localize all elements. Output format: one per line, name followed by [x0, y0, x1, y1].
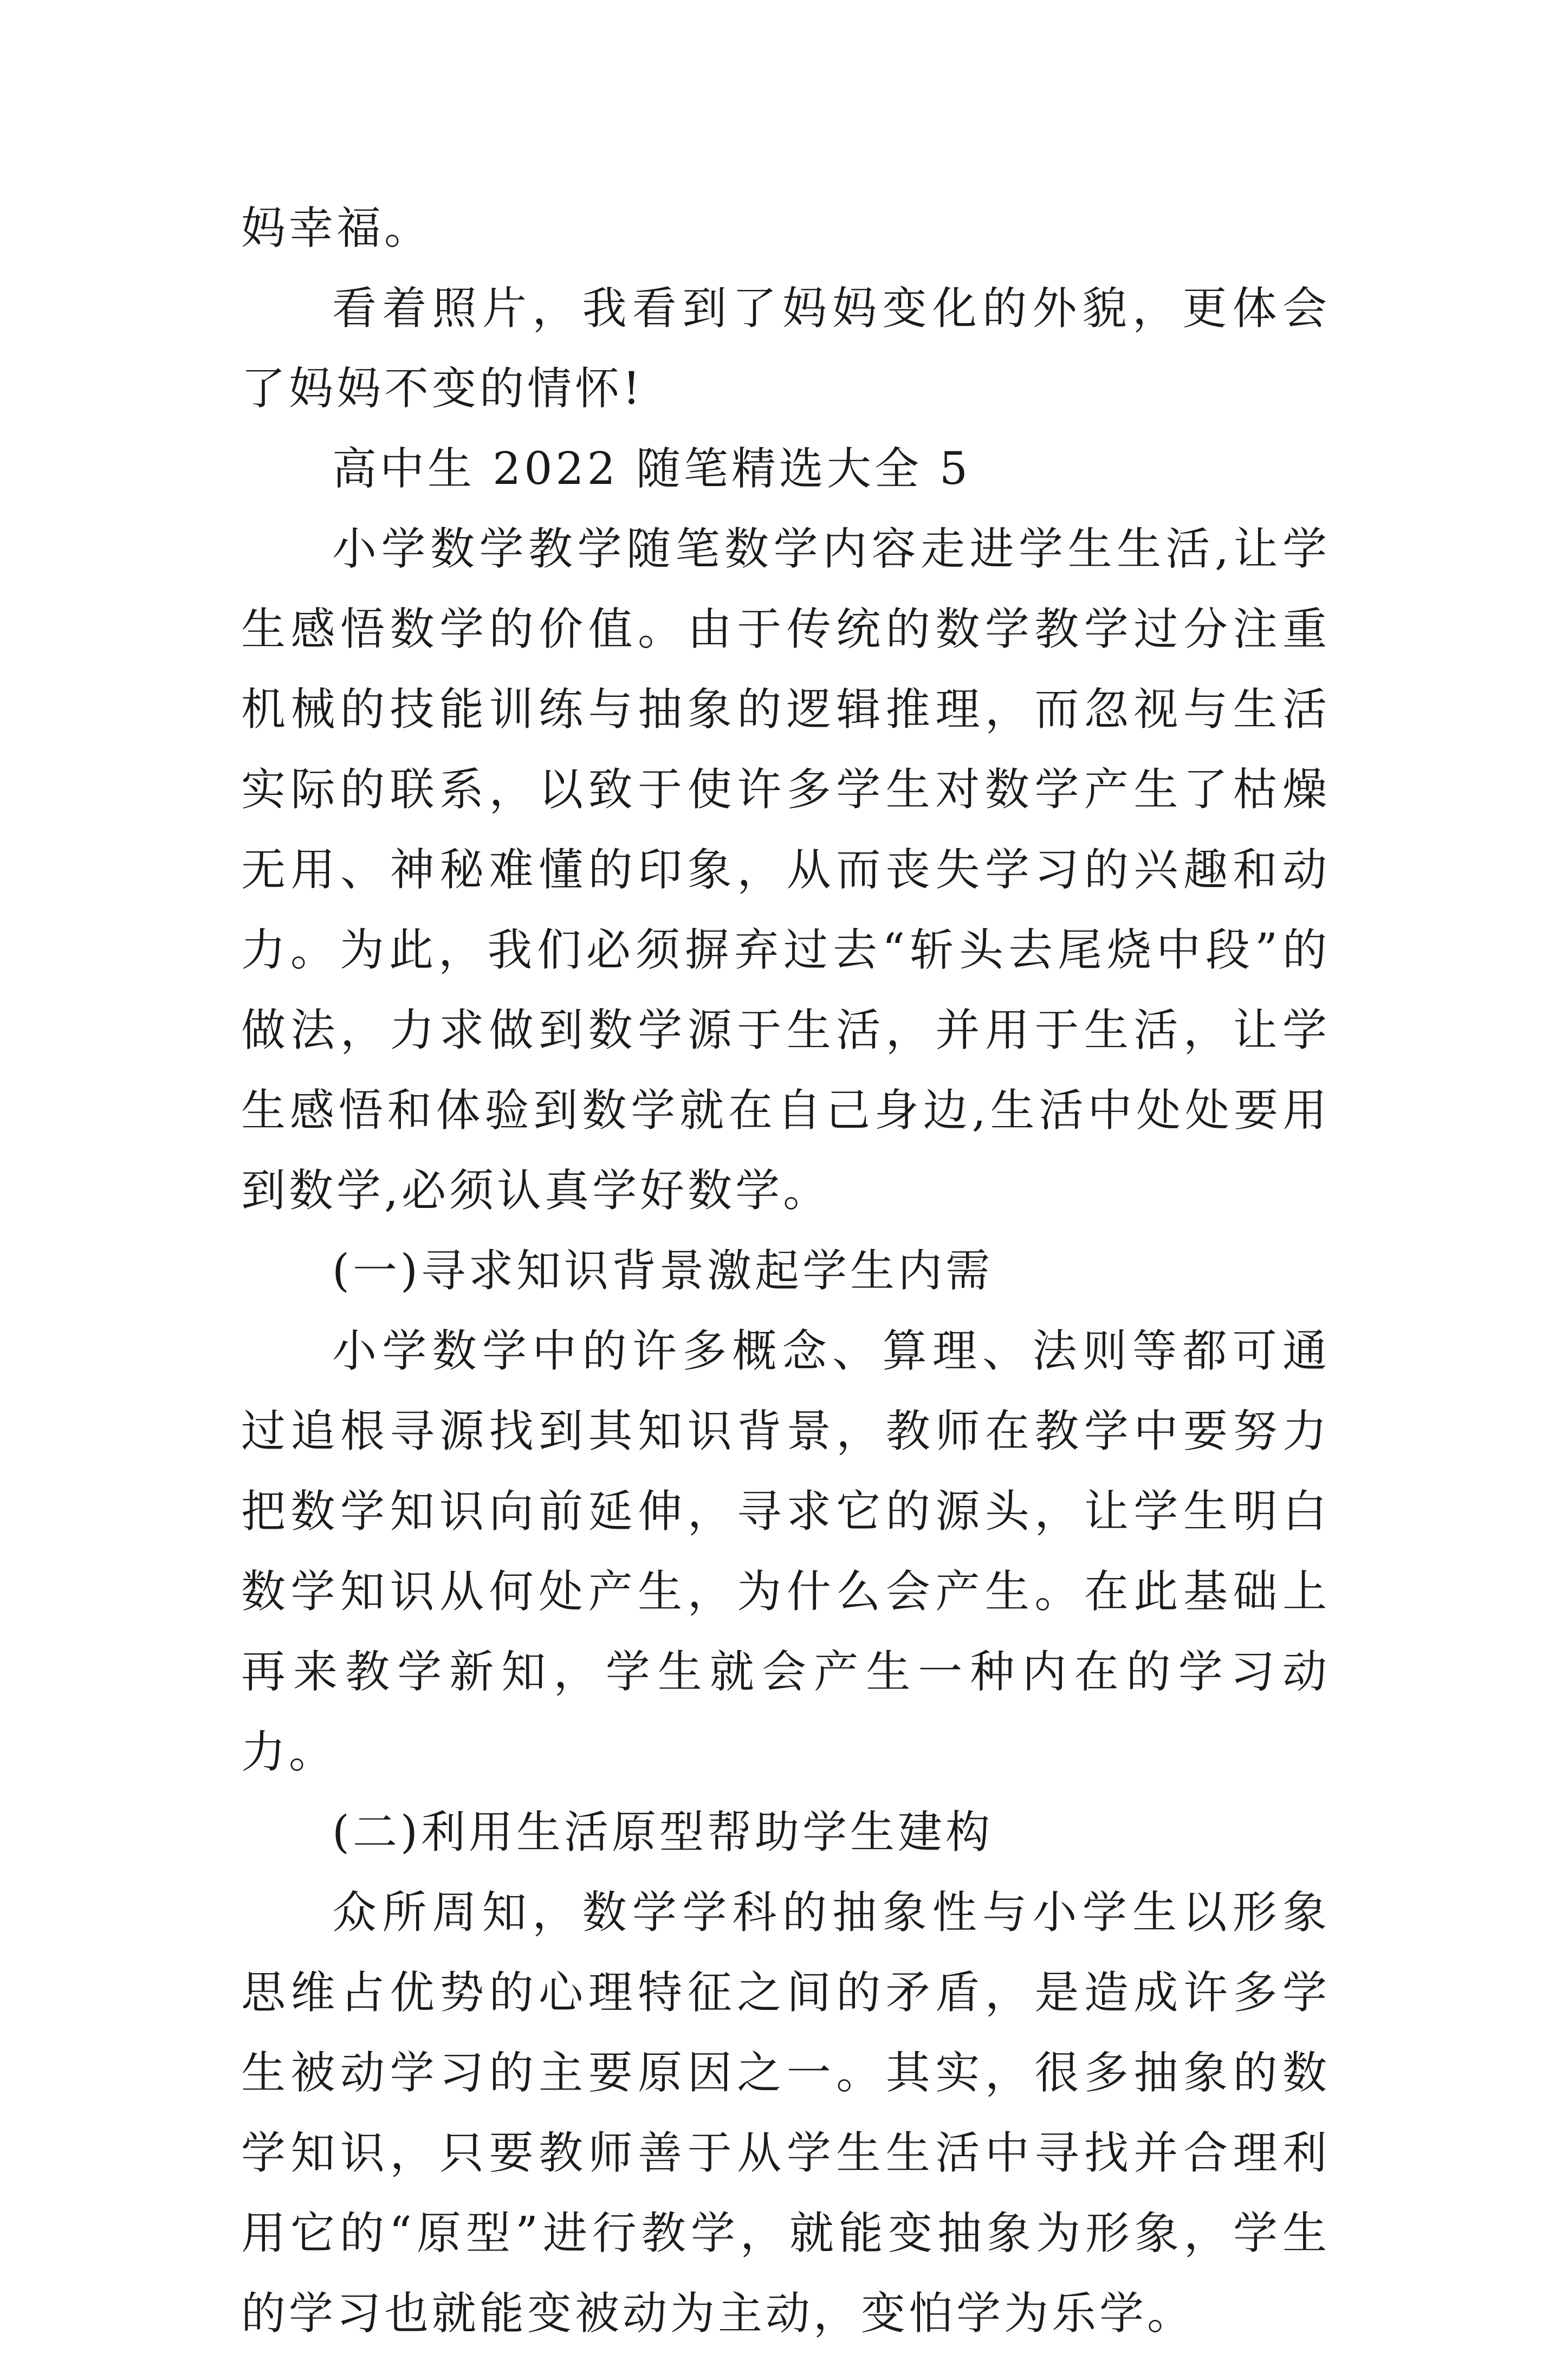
paragraph-photo-reflection: 看着照片，我看到了妈妈变化的外貌，更体会了妈妈不变的情怀!: [241, 283, 1330, 415]
paragraph-life-prototype: 众所周知，数学学科的抽象性与小学生以形象思维占优势的心理特征之间的矛盾，是造成许多学生被动学习的主要原因之一。其实，很多抽象的数学知识，只要教师善于从学生生活中寻找并合理利用它的“原型”进行教学，就能变抽象为形象，学生的学习也就能变被动为主动，变怕学为乐学。: [241, 1887, 1330, 2339]
paragraph-intro: 小学数学教学随笔数学内容走进学生生活,让学生感悟数学的价值。由于传统的数学教学过分注重机械的技能训练与抽象的逻辑推理，而忽视与生活实际的联系，以致于使许多学生对数学产生了枯燥无用、神秘难懂的印象，从而丧失学习的兴趣和动力。为此，我们必须摒弃过去“斩头去尾烧中段”的做法，力求做到数学源于生活，并用于生活，让学生感悟和体验到数学就在自己身边,生活中处处要用到数学,必须认真学好数学。: [241, 523, 1330, 1217]
document-body: [241, 189, 1330, 2354]
subheading-one: (一)寻求知识背景激起学生内需: [332, 1245, 993, 1297]
paragraph-continuation: 妈幸福。: [241, 203, 432, 254]
section-heading: 高中生 2022 随笔精选大全 5: [332, 443, 971, 495]
paragraph-knowledge-background: 小学数学中的许多概念、算理、法则等都可通过追根寻源找到其知识背景，教师在教学中要努力把数学知识向前延伸，寻求它的源头，让学生明白数学知识从何处产生，为什么会产生。在此基础上再来教学新知，学生就会产生一种内在的学习动力。: [241, 1325, 1330, 1778]
subheading-two: (二)利用生活原型帮助学生建构: [332, 1807, 993, 1858]
